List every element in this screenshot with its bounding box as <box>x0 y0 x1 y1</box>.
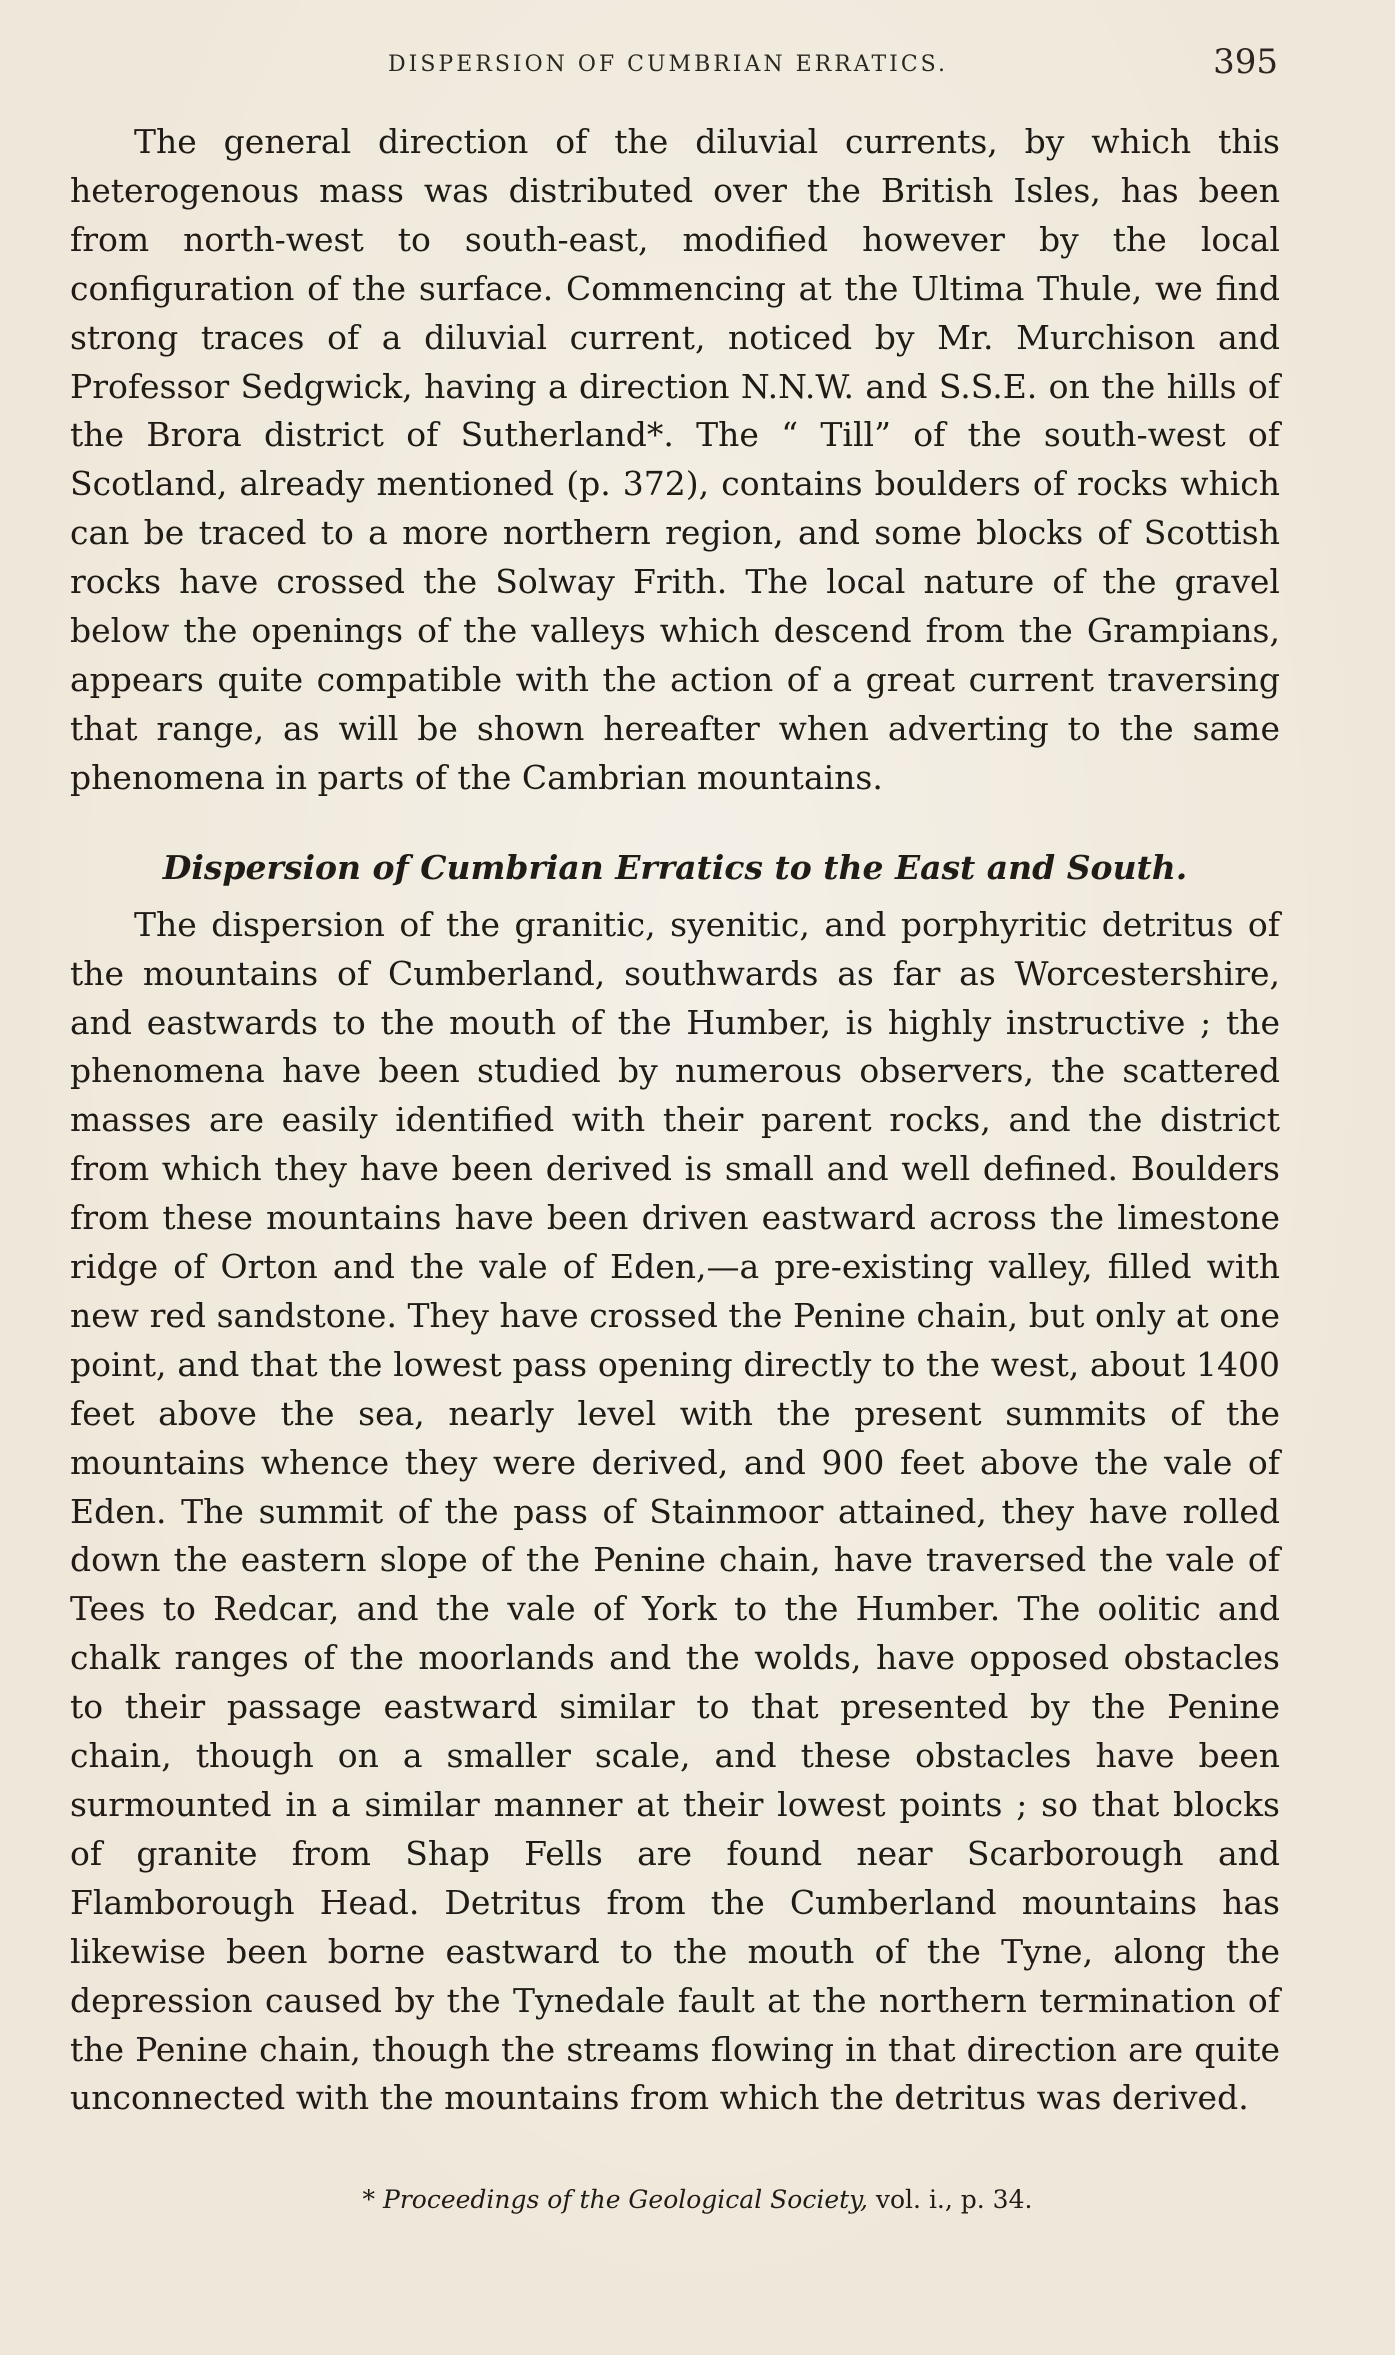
paragraph-diluvial-currents: The general direction of the diluvial currents, by which this heterogenous mass was distributed over the British Isles, has been from north-west to south-east, modified however by the local configuration of the surface. Commencing at the Ultima Thule, we find strong traces of a diluvial current, noticed by Mr. Murchison and Professor Sedgwick, having a direction N.N.W. and S.S.E. on the hills of the Brora district of Sutherland*. The “ Till” of the south-west of Scotland, already mentioned (p. 372), contains boulders of rocks which can be traced to a more northern region, and some blocks of Scottish rocks have crossed the Solway Frith. The local nature of the gravel below the openings of the valleys which descend from the Grampians, appears quite compatible with the action of a great current traversing that range, as will be shown hereafter when adverting to the same phenomena in parts of the Cambrian mountains. <box>70 122 1280 797</box>
footnote-reference: vol. i., p. 34. <box>875 2185 1033 2214</box>
paragraph-cumbrian-dispersion: The dispersion of the granitic, syenitic, and porphyritic detritus of the mountains of Cumberland, southwards as far as Worcestershire, and eastwards to the mouth of the Humber, is highly instructive ; the phenomena have been studied by numerous observers, the scattered masses are easily identified with their parent rocks, and the district from which they have been derived is small and well defined. Boulders from these mountains have been driven eastward across the limestone ridge of Orton and the vale of Eden,—a pre-existing valley, filled with new red sandstone. They have crossed the Penine chain, but only at one point, and that the lowest pass opening directly to the west, about 1400 feet above the sea, nearly level with the present summits of the mountains whence they were derived, and 900 feet above the vale of Eden. The summit of the pass of Stainmoor attained, they have rolled down the eastern slope of the Penine chain, have traversed the vale of Tees to Redcar, and the vale of York to the Humber. The oolitic and chalk ranges of the moorlands and the wolds, have opposed obstacles to their passage eastward similar to that presented by the Penine chain, though on a smaller scale, and these obstacles have been surmounted in a similar manner at their lowest points ; so that blocks of granite from Shap Fells are found near Scarborough and Flamborough Head. Detritus from the Cumberland mountains has likewise been borne eastward to the mouth of the Tyne, along the depression caused by the Tynedale fault at the northern termination of the Penine chain, though the streams flowing in that direction are quite unconnected with the mountains from which the detritus was derived. <box>70 904 1280 2118</box>
page-number: 395 <box>1213 42 1278 82</box>
section-heading: Dispersion of Cumbrian Erratics to the East and South. <box>162 847 1188 887</box>
running-head: DISPERSION OF CUMBRIAN ERRATICS. <box>388 52 948 77</box>
page-header <box>68 42 1278 90</box>
page-body <box>70 118 1280 2123</box>
footnote <box>0 2184 1395 2216</box>
footnote-marker: * <box>362 2185 376 2214</box>
footnote-title: Proceedings of the Geological Society, <box>383 2185 868 2214</box>
